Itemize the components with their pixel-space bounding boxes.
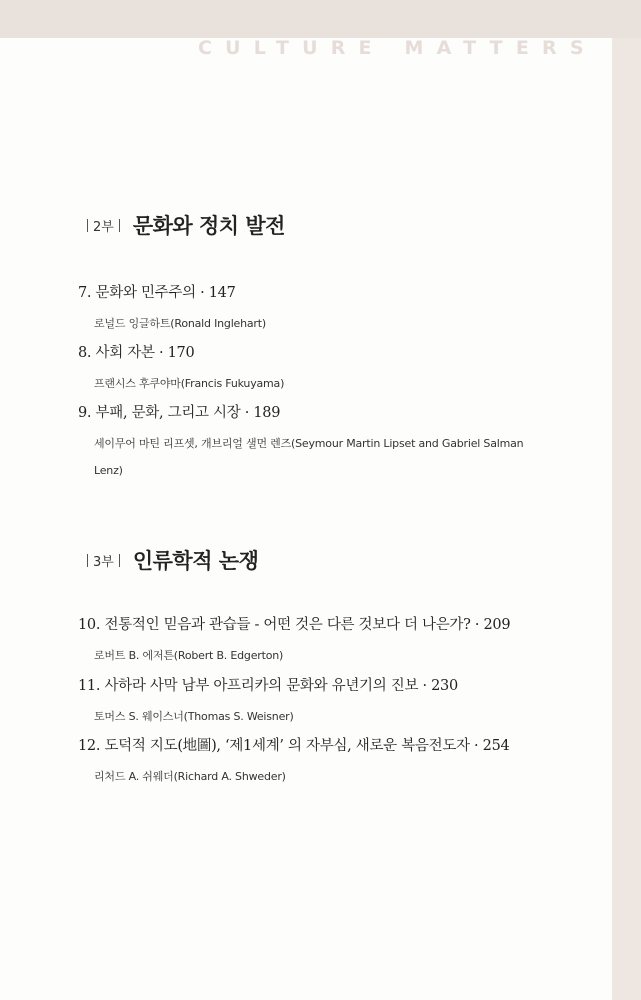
entry-title[interactable]: 9. 부패, 문화, 그리고 시장 · 189: [78, 405, 281, 421]
toc-entry-11[interactable]: [78, 674, 524, 730]
entry-author: 로버트 B. 에저튼(Robert B. Edgerton): [94, 649, 284, 662]
entry-author: 프랜시스 후쿠야마(Francis Fukuyama): [94, 377, 285, 390]
toc-entry-9[interactable]: [78, 401, 524, 484]
part-2-title: 문화와 정치 발전: [132, 214, 285, 238]
toc-entry-8[interactable]: [78, 341, 524, 397]
entry-author: 로널드 잉글하트(Ronald Inglehart): [94, 317, 266, 330]
entry-title[interactable]: 11. 사하라 사막 남부 아프리카의 문화와 유년기의 진보 · 230: [78, 678, 458, 694]
toc-entry-10[interactable]: [78, 613, 524, 669]
book-page: [0, 38, 612, 1000]
toc-entry-12[interactable]: [78, 734, 524, 790]
part-2-heading: [82, 210, 285, 240]
entry-author: 토머스 S. 웨이스너(Thomas S. Weisner): [94, 710, 294, 723]
entry-title[interactable]: 8. 사회 자본 · 170: [78, 345, 195, 361]
part-2-label: 2부: [93, 219, 114, 235]
divider-bar: [119, 219, 120, 232]
top-band: [0, 0, 641, 38]
running-header: CULTURE MATTERS: [198, 37, 597, 59]
entry-title[interactable]: 7. 문화와 민주주의 · 147: [78, 285, 236, 301]
divider-bar: [119, 554, 120, 567]
part-3-label: 3부: [93, 554, 114, 570]
part-3-label-wrap: [82, 551, 125, 570]
entry-title[interactable]: 10. 전통적인 믿음과 관습들 - 어떤 것은 다른 것보다 더 나은가? · 209: [78, 617, 511, 633]
part-2-label-wrap: [82, 216, 125, 235]
entry-author: 리처드 A. 쉬웨더(Richard A. Shweder): [94, 770, 286, 783]
part-3-heading: [82, 545, 258, 575]
divider-bar: [87, 219, 88, 232]
entry-title[interactable]: 12. 도덕적 지도(地圖), ‘제1세계’ 의 자부심, 새로운 복음전도자 · 254: [78, 738, 510, 754]
divider-bar: [87, 554, 88, 567]
toc-entry-7[interactable]: [78, 281, 524, 337]
entry-author: 세이무어 마틴 리프셋, 개브리얼 샐먼 렌즈(Seymour Martin Lipset and Gabriel Salman Lenz): [94, 437, 524, 477]
part-3-title: 인류학적 논쟁: [132, 549, 259, 573]
